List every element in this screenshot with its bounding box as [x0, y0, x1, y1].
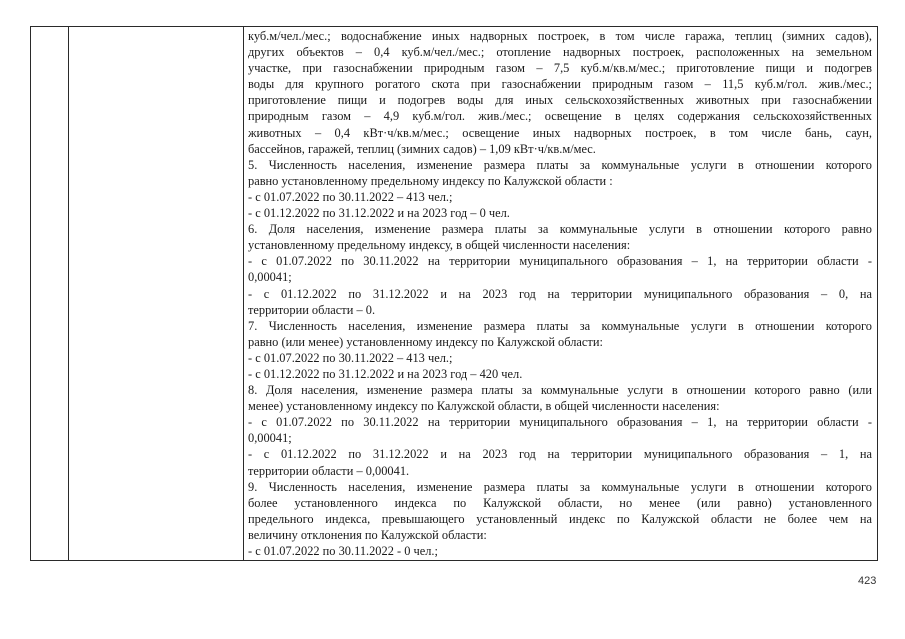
text-line: 0,00041; [248, 431, 292, 446]
text-line: - с 01.12.2022 по 31.12.2022 и на 2023 год на территории муниципального образования – 1, на [248, 447, 872, 462]
text-line: менее) установленному индексу по Калужской области, в общей численности населения: [248, 399, 720, 414]
text-line: бассейнов, гаражей, теплиц (зимних садов) – 1,09 кВт·ч/кв.м/мес. [248, 141, 596, 156]
text-line: 5. Численность населения, изменение размера платы за коммунальные услуги в отношении которого [248, 157, 872, 172]
page-number: 423 [858, 575, 877, 587]
text-line: приготовление пищи и подогрев воды для иных сельскохозяйственных животных при газоснабжении [248, 93, 872, 108]
text-line: равно установленному предельному индексу по Калужской области : [248, 173, 613, 188]
text-line: - с 01.07.2022 по 30.11.2022 – 413 чел.; [248, 350, 453, 365]
text-line: животных – 0,4 кВт·ч/кв.м/мес.; освещение иных надворных построек, в том числе бань, саун, [248, 125, 872, 140]
text-line: воды для крупного рогатого скота при газоснабжении природным газом – 11,5 куб.м/гол. жив./мес.; [248, 77, 872, 92]
text-line: территории области – 0. [248, 302, 376, 317]
text-line: - с 01.07.2022 по 30.11.2022 - 0 чел.; [248, 544, 438, 558]
table-column-divider [243, 27, 244, 560]
text-line: - с 01.07.2022 по 30.11.2022 на территории муниципального образования – 1, на территории области - [248, 415, 872, 430]
text-line: - с 01.12.2022 по 31.12.2022 и на 2023 год на территории муниципального образования – 0, на [248, 286, 872, 301]
text-line: предельного индекса, превышающего установленный индекс по Калужской области не более чем на [248, 511, 872, 526]
text-line: величину отклонения по Калужской области: [248, 527, 487, 542]
text-line: - с 01.07.2022 по 30.11.2022 – 413 чел.; [248, 189, 453, 204]
text-line: - с 01.07.2022 по 30.11.2022 на территории муниципального образования – 1, на территории области - [248, 254, 872, 269]
text-line: участке, при газоснабжении природным газом – 7,5 куб.м/кв.м/мес.; приготовление пищи и подогрев [248, 61, 872, 76]
text-line: 6. Доля населения, изменение размера платы за коммунальные услуги в отношении которого равно [248, 222, 872, 237]
text-line: более установленного индекса по Калужской области, но менее (или равно) установленного [248, 495, 872, 510]
text-line: природным газом – 4,9 куб.м/гол. жив./мес.; освещение в целях содержания сельскохозяйственных [248, 109, 872, 124]
text-line: - с 01.12.2022 по 31.12.2022 и на 2023 год – 0 чел. [248, 206, 510, 221]
text-line: - с 01.12.2022 по 31.12.2022 и на 2023 год – 420 чел. [248, 366, 523, 381]
text-line: других объектов – 0,4 куб.м/чел./мес.; отопление надворных построек, расположенных на земельном [248, 45, 872, 60]
table-cell-text [248, 28, 872, 560]
text-line: равно (или менее) установленному индексу по Калужской области: [248, 334, 603, 349]
text-line: 0,00041; [248, 270, 292, 285]
table-column-divider [68, 27, 69, 560]
text-line: куб.м/чел./мес.; водоснабжение иных надворных построек, в том числе гаража, теплиц (зимних садов), [248, 29, 872, 43]
text-line: 7. Численность населения, изменение размера платы за коммунальные услуги в отношении которого [248, 318, 872, 333]
text-line: 8. Доля населения, изменение размера платы за коммунальные услуги в отношении которого равно (или [248, 383, 872, 398]
text-line: территории области – 0,00041. [248, 463, 410, 478]
text-line: 9. Численность населения, изменение размера платы за коммунальные услуги в отношении которого [248, 479, 872, 494]
text-line: установленному предельному индексу, в общей численности населения: [248, 238, 631, 253]
